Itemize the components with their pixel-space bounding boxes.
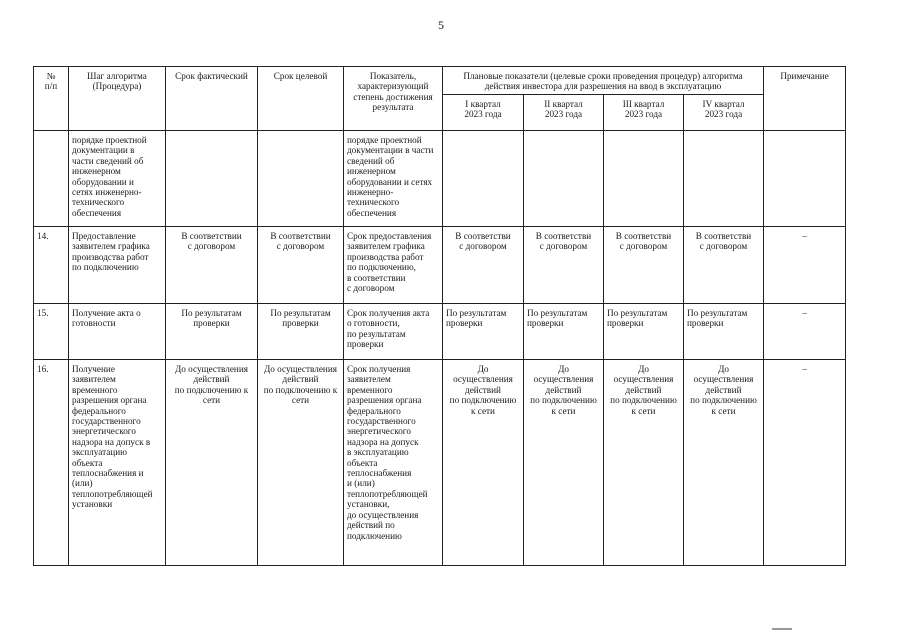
row-note: – xyxy=(764,304,846,360)
row-number: 14. xyxy=(34,227,69,304)
header-quarter-3: III квартал 2023 года xyxy=(604,95,684,131)
row-quarter-2 xyxy=(524,131,604,227)
row-quarter-3 xyxy=(604,131,684,227)
row-target-term: До осуществления действий по подключению к сети xyxy=(258,360,344,566)
row-actual-term: До осуществления действий по подключению к сети xyxy=(166,360,258,566)
row-indicator: порядке проектной документации в части сведений об инженерном оборудовании и сетях инженерно- технического обеспечения xyxy=(344,131,443,227)
row-number: 16. xyxy=(34,360,69,566)
row-quarter-2: В соответстви с договором xyxy=(524,227,604,304)
header-target-term: Срок целевой xyxy=(258,67,344,131)
header-planned-indicators: Плановые показатели (целевые сроки проведения процедур) алгоритма действия инвестора для разрешения на ввод в эксплуатацию xyxy=(443,67,764,95)
row-number: 15. xyxy=(34,304,69,360)
row-indicator: Срок получения акта о готовности, по результатам проверки xyxy=(344,304,443,360)
row-quarter-1: В соответстви с договором xyxy=(443,227,524,304)
row-step: Получение акта о готовности xyxy=(69,304,166,360)
scan-mark xyxy=(772,628,792,630)
procedure-table xyxy=(33,66,846,566)
row-note xyxy=(764,131,846,227)
row-actual-term xyxy=(166,131,258,227)
row-quarter-2: До осуществления действий по подключению к сети xyxy=(524,360,604,566)
row-target-term: По результатам проверки xyxy=(258,304,344,360)
header-quarter-4: IV квартал 2023 года xyxy=(684,95,764,131)
header-quarter-1: I квартал 2023 года xyxy=(443,95,524,131)
row-quarter-4: В соответстви с договором xyxy=(684,227,764,304)
row-target-term xyxy=(258,131,344,227)
row-quarter-3: До осуществления действий по подключению к сети xyxy=(604,360,684,566)
row-indicator: Срок предоставления заявителем графика производства работ по подключению, в соответствии с договором xyxy=(344,227,443,304)
table-row xyxy=(34,304,846,360)
row-actual-term: По результатам проверки xyxy=(166,304,258,360)
header-note: Примечание xyxy=(764,67,846,131)
row-quarter-2: По результатам проверки xyxy=(524,304,604,360)
row-step: Получение заявителем временного разрешения органа федерального государственного энергетического надзора на допуск в эксплуатацию объекта теплоснабжения и (или) теплопотребляющей установки xyxy=(69,360,166,566)
header-indicator: Показатель, характеризующий степень достижения результата xyxy=(344,67,443,131)
row-note: – xyxy=(764,360,846,566)
row-quarter-4: По результатам проверки xyxy=(684,304,764,360)
table-row xyxy=(34,131,846,227)
page-number: 5 xyxy=(438,18,444,32)
row-quarter-3: В соответстви с договором xyxy=(604,227,684,304)
row-number xyxy=(34,131,69,227)
row-quarter-4 xyxy=(684,131,764,227)
row-indicator: Срок получения заявителем временного разрешения органа федерального государственного энергетического надзора на допуск в эксплуатацию объекта теплоснабжения и (или) теплопотребляющей установки, до осуществления действий по подключению xyxy=(344,360,443,566)
row-quarter-1: По результатам проверки xyxy=(443,304,524,360)
table-row xyxy=(34,360,846,566)
header-quarter-2: II квартал 2023 года xyxy=(524,95,604,131)
row-target-term: В соответствии с договором xyxy=(258,227,344,304)
row-note: – xyxy=(764,227,846,304)
row-quarter-1 xyxy=(443,131,524,227)
header-actual-term: Срок фактический xyxy=(166,67,258,131)
header-step: Шаг алгоритма (Процедура) xyxy=(69,67,166,131)
header-number: № п/п xyxy=(34,67,69,131)
row-quarter-1: До осуществления действий по подключению к сети xyxy=(443,360,524,566)
row-step: Предоставление заявителем графика производства работ по подключению xyxy=(69,227,166,304)
row-step: порядке проектной документации в части сведений об инженерном оборудовании и сетях инженерно- технического обеспечения xyxy=(69,131,166,227)
row-quarter-4: До осуществления действий по подключению к сети xyxy=(684,360,764,566)
row-quarter-3: По результатам проверки xyxy=(604,304,684,360)
row-actual-term: В соответствии с договором xyxy=(166,227,258,304)
table-row xyxy=(34,227,846,304)
